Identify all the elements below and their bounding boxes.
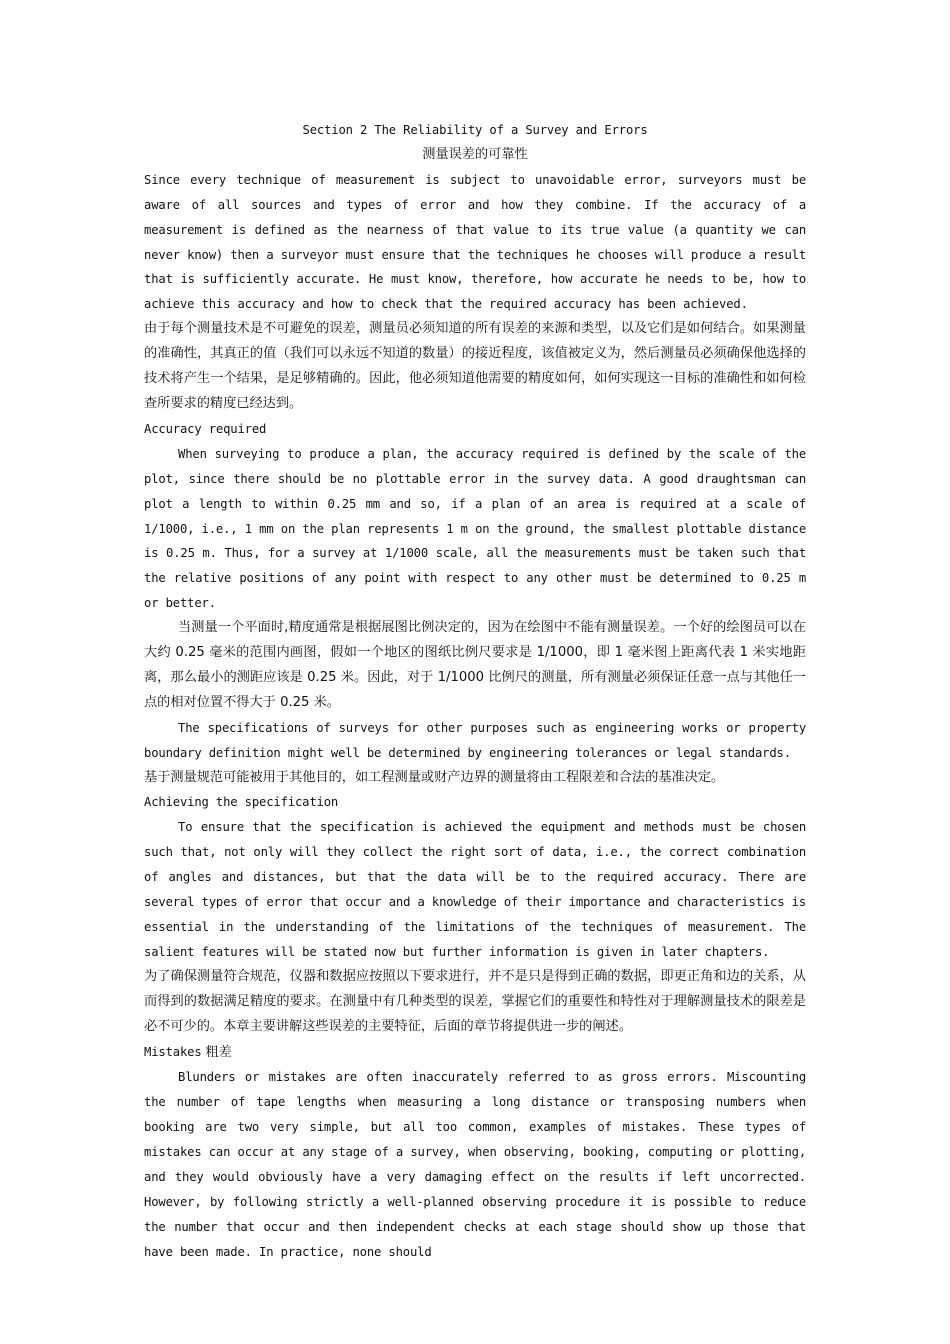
specification-paragraph-zh: 为了确保测量符合规范，仪器和数据应按照以下要求进行，并不是只是得到正确的数据，即更正角和边的关系，从而得到的数据满足精度的要求。在测量中有几种类型的误差，掌握它们的重要性和特性对于理解测量技术的限差是必不可少的。本章主要讲解这些误差的主要特征，后面的章节将提供进一步的阐述。 [144,968,806,1034]
document-page [144,118,806,1265]
specifications-paragraph-zh: 基于测量规范可能被用于其他目的，如工程测量或财产边界的测量将由工程限差和合法的基准决定。 [144,769,725,785]
specification-paragraph-en: To ensure that the specification is achieved the equipment and methods must be chosen such that, not only will they collect the right sort of data, i.e., the correct combination of angles and distances, but that the data will be to the required accuracy. There are several types of error that occur and a knowledge of their importance and characteristics is essential in the understanding of the limitations of the techniques of measurement. The salient features will be stated now but further information is given in later chapters. [144,820,806,959]
intro-paragraph-en: Since every technique of measurement is subject to unavoidable error, surveyors must be aware of all sources and types of error and how they combine. If the accuracy of a measurement is defined as the nearness of that value to its true value (a quantity we can never know) then a surveyor must ensure that the techniques he chooses will produce a result that is sufficiently accurate. He must know, therefore, how accurate he needs to be, how to achieve this accuracy and how to check that the required accuracy has been achieved. [144,172,806,312]
accuracy-paragraph-zh: 当测量一个平面时,精度通常是根据展图比例决定的，因为在绘图中不能有测量误差。一个好的绘图员可以在大约 0.25 毫米的范围内画图，假如一个地区的图纸比例尺要求是 1/1000，即 1 毫米图上距离代表 1 米实地距离，那么最小的测距应该是 0.25 米。因此，对于 1/1000 比例尺的测量，所有测量必须保证任意一点与其他任一点的相对位置不得大于 0.25 米。 [144,620,806,710]
accuracy-paragraph-en: When surveying to produce a plan, the accuracy required is defined by the scale of the plot, since there should be no plottable error in the survey data. A good draughtsman can plot a length to within 0.25 mm and so, if a plan of an area is required at a scale of 1/1000, i.e., 1 mm on the plan represents 1 m on the ground, the smallest plottable distance is 0.25 m. Thus, for a survey at 1/1000 scale, all the measurements must be taken such that the relative positions of any point with respect to any other must be determined to 0.25 m or better. [144,446,806,611]
section-title-en: Section 2 The Reliability of a Survey and Errors [302,123,648,137]
heading-mistakes [144,1040,806,1066]
mistakes-paragraph-en: Blunders or mistakes are often inaccurately referred to as gross errors. Miscounting the number of tape lengths when measuring a long distance or transposing numbers when booking are two very simple, but all too common, examples of mistakes. These types of mistakes can occur at any stage of a survey, when observing, booking, computing or plotting, and they would obviously have a very damaging effect on the results if left uncorrected. However, by following strictly a well-planned observing procedure it is possible to reduce the number that occur and then independent checks at each stage should show up those that have been made. In practice, none should [144,1070,806,1259]
section-title-zh: 测量误差的可靠性 [422,146,528,162]
heading-accuracy-required: Accuracy required [144,421,267,436]
intro-paragraph-zh: 由于每个测量技术是不可避免的误差，测量员必须知道的所有误差的来源和类型，以及它们是如何结合。如果测量的准确性，其真正的值（我们可以永远不知道的数量）的接近程度，该值被定义为，然后测量员必须确保他选择的技术将产生一个结果，是足够精确的。因此，他必须知道他需要的精度如何，如何实现这一目标的准确性和如何检查所要求的精度已经达到。 [144,321,806,411]
heading-mistakes-en: Mistakes [144,1044,202,1059]
heading-achieving-specification: Achieving the specification [144,795,339,810]
heading-mistakes-zh: 粗差 [205,1044,232,1060]
specifications-paragraph-en: The specifications of surveys for other purposes such as engineering works or property boundary definition might well be determined by engineering tolerances or legal standards. [144,720,806,760]
